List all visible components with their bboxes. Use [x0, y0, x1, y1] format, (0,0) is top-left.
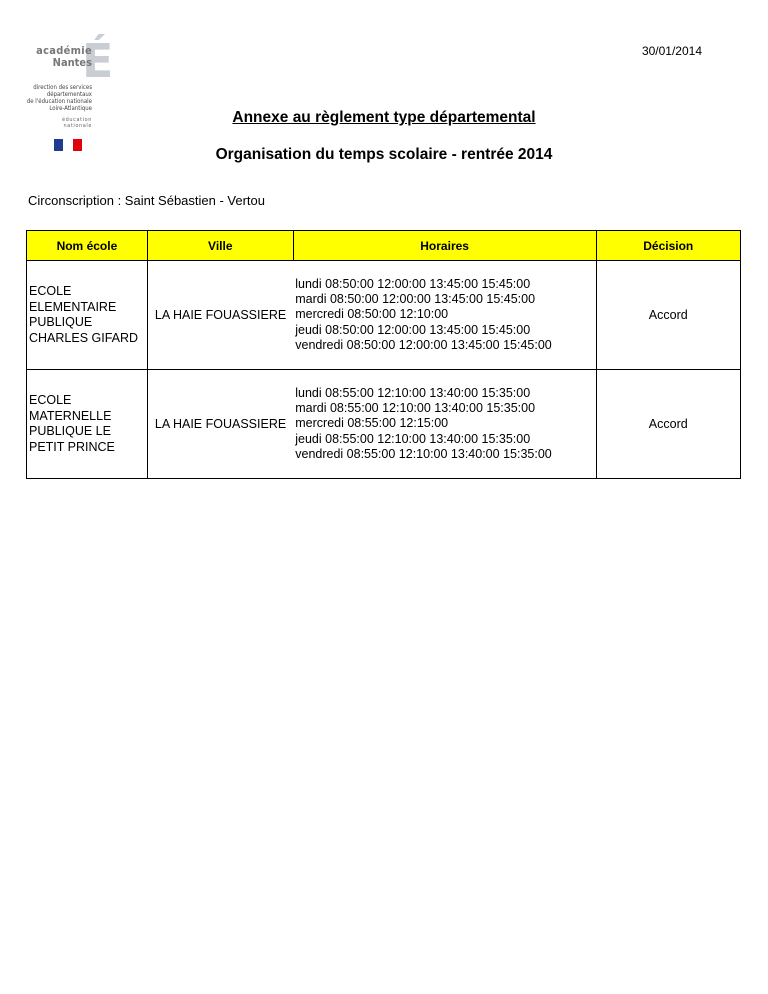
logo-edu-1: éducation [62, 117, 92, 123]
logo-edu-2: nationale [63, 123, 92, 129]
cell-nom-ecole [27, 261, 148, 370]
nom-line: ECOLE [29, 393, 72, 407]
nom-line: CHARLES GIFARD [29, 330, 139, 345]
logo-line-3: de l'éducation nationale [26, 98, 92, 105]
horaire-line: mardi 08:55:00 12:10:00 13:40:00 15:35:00 [295, 401, 536, 416]
horaire-line: mercredi 08:55:00 12:15:00 [295, 416, 449, 431]
logo-academie: académie [36, 44, 92, 57]
schedule-table [26, 230, 741, 479]
nom-line: ELEMENTAIRE [29, 299, 117, 314]
header-horaires: Horaires [293, 231, 596, 261]
table-row [27, 261, 741, 370]
nom-line: MATERNELLE [29, 408, 112, 423]
cell-horaires [293, 261, 596, 370]
cell-ville: LA HAIE FOUASSIERE [147, 370, 293, 479]
nom-line: PUBLIQUE LE [29, 424, 111, 438]
header-decision: Décision [596, 231, 741, 261]
horaire-line: lundi 08:55:00 12:10:00 13:40:00 15:35:00 [295, 385, 531, 400]
document-date: 30/01/2014 [641, 44, 702, 58]
horaire-line: mercredi 08:50:00 12:10:00 [295, 307, 449, 322]
horaire-line: jeudi 08:55:00 12:10:00 13:40:00 15:35:00 [295, 431, 531, 446]
logo-line-2: départementaux [46, 91, 92, 98]
logo-nantes: Nantes [52, 56, 92, 69]
logo-line-4: Loire-Atlantique [49, 105, 92, 112]
cell-decision: Accord [596, 261, 741, 370]
cell-decision: Accord [596, 370, 741, 479]
cell-ville: LA HAIE FOUASSIERE [147, 261, 293, 370]
header-ville: Ville [147, 231, 293, 261]
cell-horaires [293, 370, 596, 479]
e-accent-icon: É [82, 34, 114, 88]
academie-nantes-logo [20, 34, 120, 160]
horaire-line: mardi 08:50:00 12:00:00 13:45:00 15:45:00 [295, 292, 536, 307]
nom-line: PUBLIQUE [29, 315, 93, 329]
circonscription-label: Circonscription : Saint Sébastien - Vertou [28, 193, 266, 208]
horaire-line: vendredi 08:50:00 12:00:00 13:45:00 15:45:00 [295, 337, 552, 352]
nom-line: ECOLE [29, 284, 72, 298]
page-title: Annexe au règlement type départemental [232, 109, 536, 126]
logo-line-1: direction des services [33, 84, 92, 91]
table-row [27, 370, 741, 479]
page-subtitle: Organisation du temps scolaire - rentrée 2014 [215, 146, 553, 163]
horaire-line: lundi 08:50:00 12:00:00 13:45:00 15:45:00 [295, 276, 531, 291]
cell-nom-ecole [27, 370, 148, 479]
horaire-line: vendredi 08:55:00 12:10:00 13:40:00 15:35:00 [295, 446, 552, 461]
horaire-line: jeudi 08:50:00 12:00:00 13:45:00 15:45:00 [295, 322, 531, 337]
table-header-row [27, 231, 741, 261]
header-nom-ecole: Nom école [27, 231, 148, 261]
nom-line: PETIT PRINCE [29, 439, 115, 454]
